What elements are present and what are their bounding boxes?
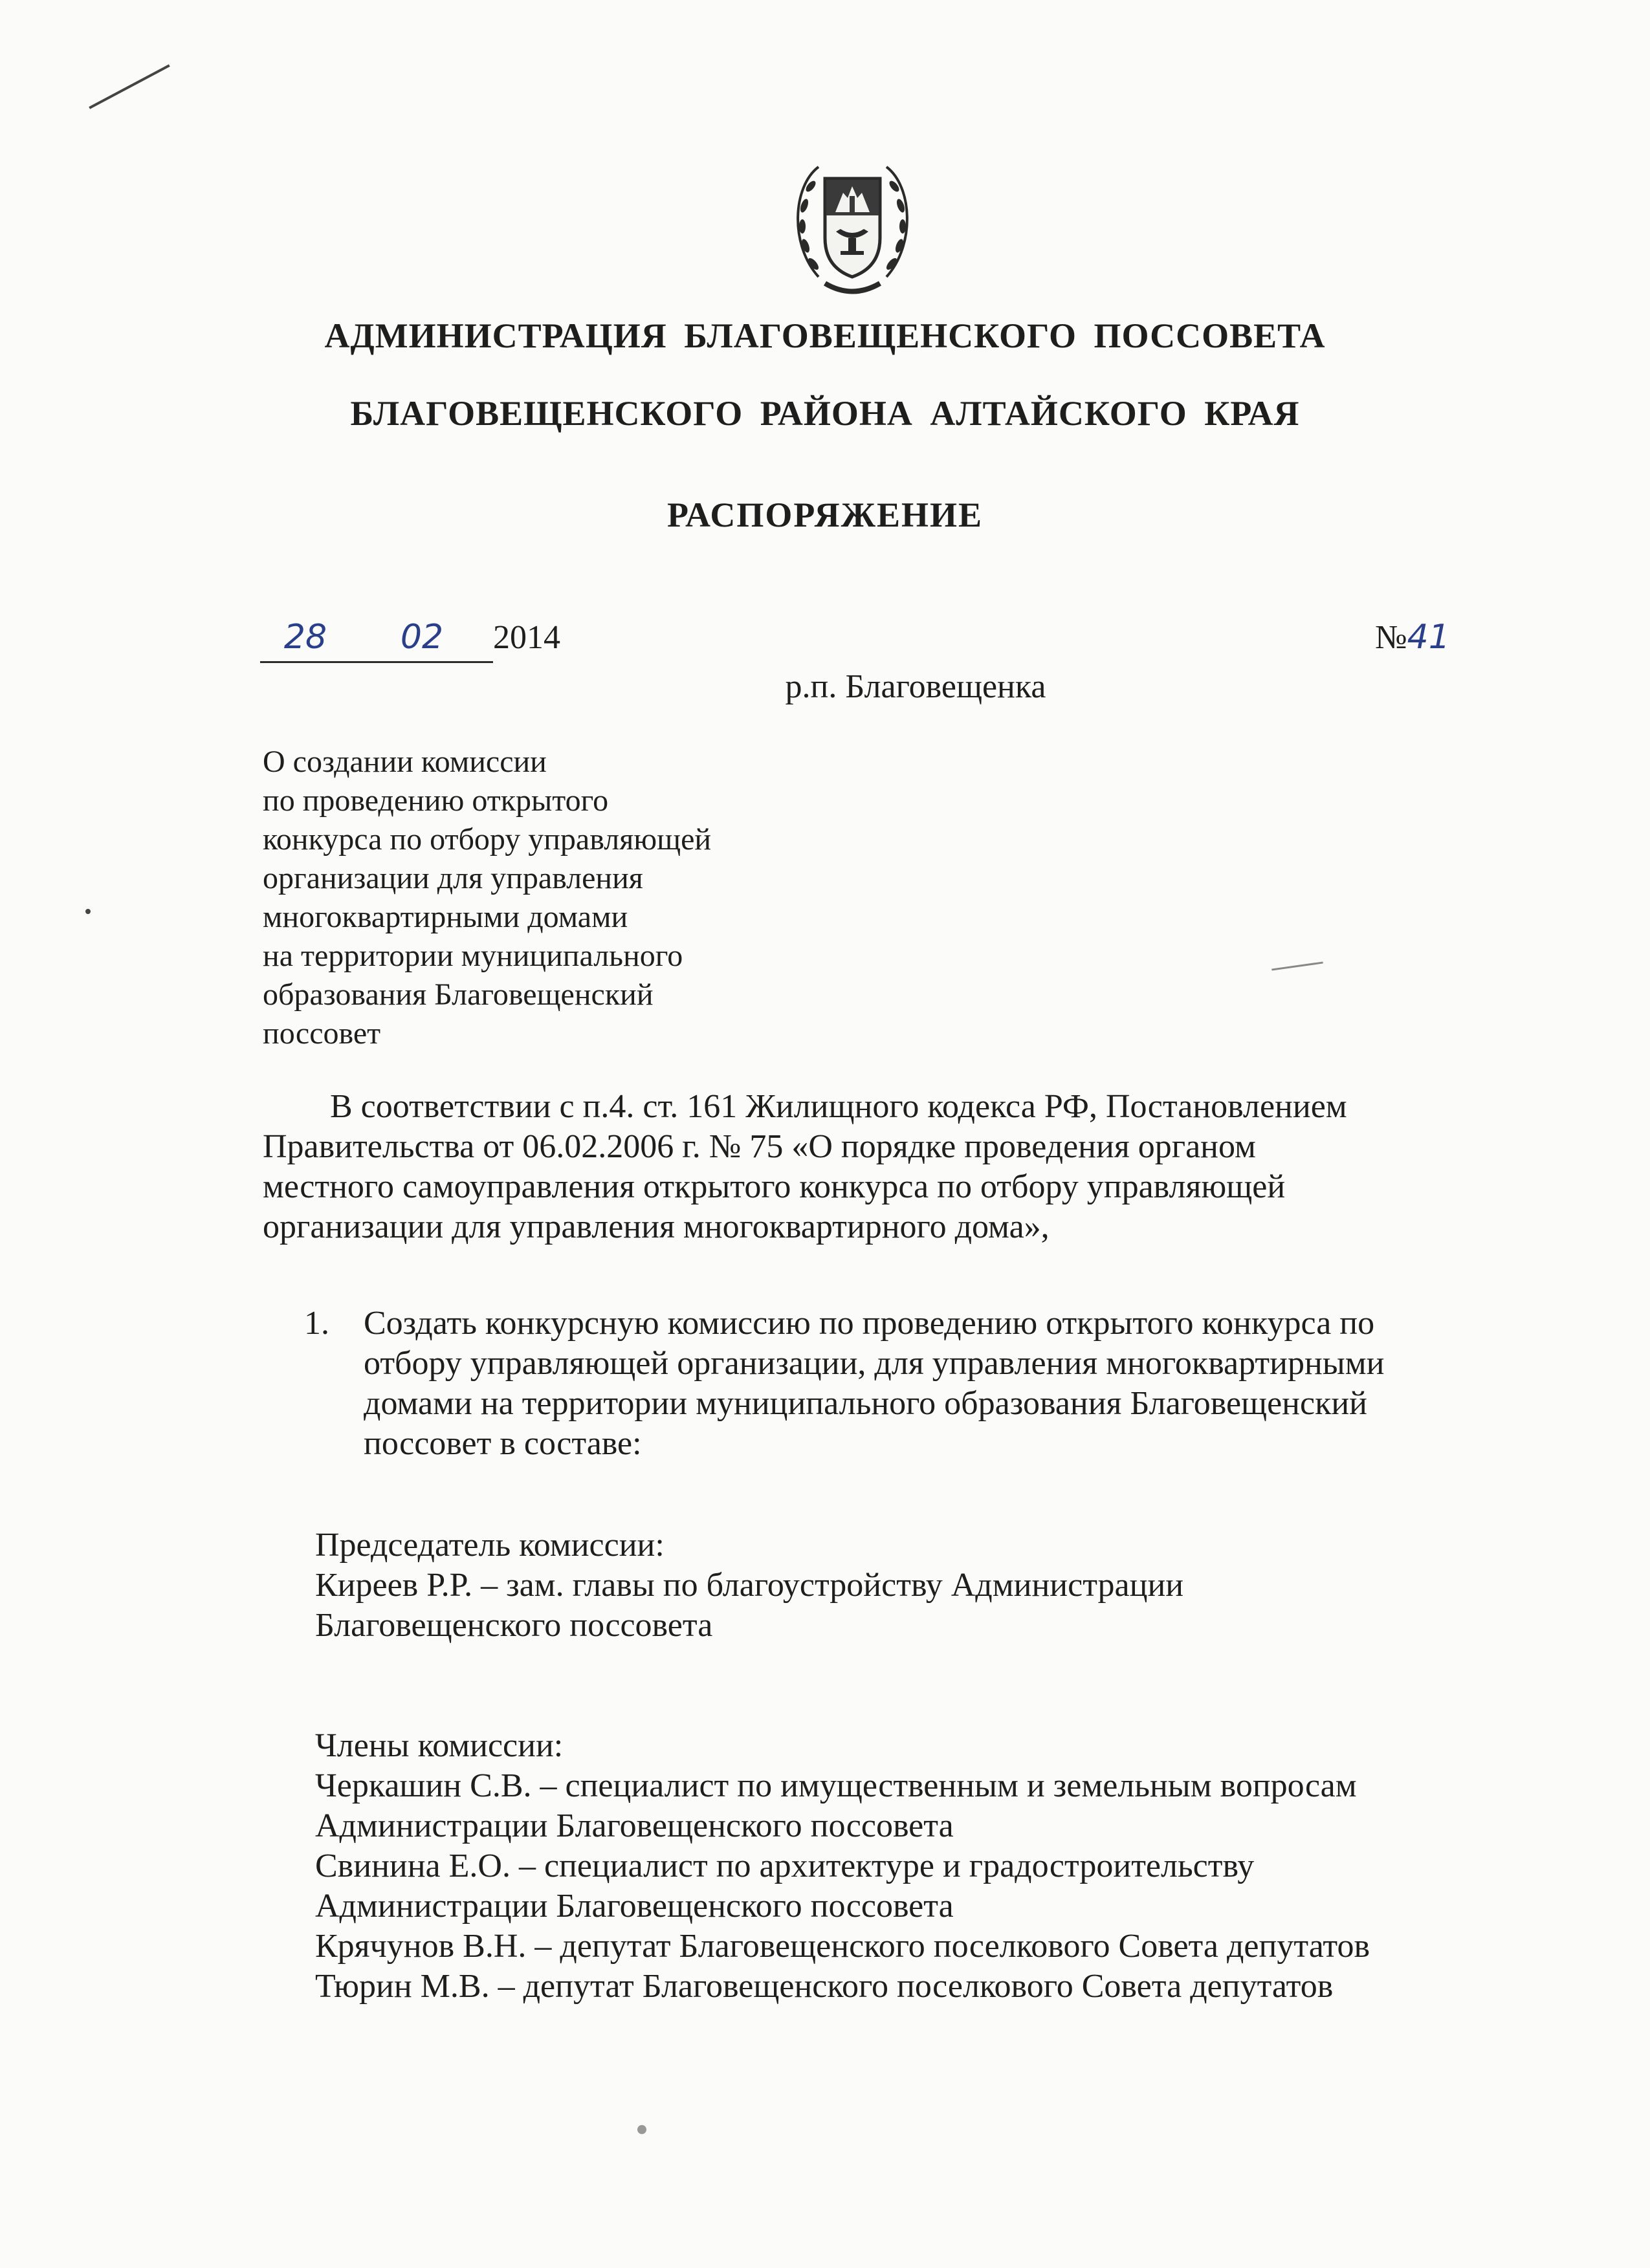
subject-line: организации для управления (263, 861, 643, 895)
document-date (260, 618, 560, 657)
chair-line: Киреев Р.Р. – зам. главы по благоустройству Администрации (315, 1567, 1184, 1604)
scan-mark (85, 909, 91, 914)
list-item-text (364, 1303, 1384, 1464)
scan-mark (89, 64, 170, 109)
preamble-line: В соответствии с п.4. ст. 161 Жилищного кодекса РФ, Постановлением (330, 1088, 1347, 1125)
scan-mark (637, 2125, 646, 2134)
subject-line: поссовет (263, 1016, 381, 1051)
member-line: Тюрин М.В. – депутат Благовещенского поселкового Совета депутатов (315, 1968, 1334, 2005)
preamble-line: Правительства от 06.02.2006 г. № 75 «О порядке проведения органом (263, 1128, 1256, 1165)
place-name: р.п. Благовещенка (785, 668, 1046, 705)
coat-of-arms-emblem (773, 147, 932, 306)
commission-composition (315, 1525, 1370, 2007)
scan-mark (1271, 961, 1323, 970)
list-item-line: поссовет в составе: (364, 1425, 642, 1462)
subject-line: образования Благовещенский (263, 977, 654, 1012)
member-line: Свинина Е.О. – специалист по архитектуре и градостроительству (315, 1848, 1255, 1884)
date-year: 2014 (493, 619, 560, 656)
preamble-line: местного самоуправления открытого конкурса по отбору управляющей (263, 1168, 1286, 1205)
date-month: 02 (400, 618, 444, 657)
member-line: Крячунов В.Н. – депутат Благовещенского поселкового Совета депутатов (315, 1928, 1370, 1965)
subject-line: многоквартирными домами (263, 900, 628, 934)
chair-line: Благовещенского поссовета (315, 1607, 713, 1644)
member-line: Черкашин С.В. – специалист по имущественным и земельным вопросам (315, 1767, 1357, 1804)
member-line: Администрации Благовещенского поссовета (315, 1807, 954, 1844)
members-heading: Члены комиссии: (315, 1727, 564, 1764)
date-underline (260, 661, 493, 663)
chair-heading: Председатель комиссии: (315, 1527, 665, 1564)
preamble-line: организации для управления многоквартирного дома», (263, 1208, 1050, 1245)
document-number (1375, 618, 1450, 657)
number-label: № (1375, 619, 1407, 656)
list-item-line: отбору управляющей организации, для управления многоквартирными (364, 1345, 1385, 1382)
subject-block (263, 743, 767, 1053)
list-item-line: Создать конкурсную комиссию по проведению открытого конкурса по (364, 1305, 1375, 1342)
preamble-paragraph (263, 1087, 1492, 1247)
list-item-number: 1. (304, 1305, 329, 1342)
subject-line: по проведению открытого (263, 783, 609, 818)
subject-line: О создании комиссии (263, 745, 547, 779)
subject-line: конкурса по отбору управляющей (263, 822, 712, 856)
region-name: БЛАГОВЕЩЕНСКОГО РАЙОНА АЛТАЙСКОГО КРАЯ (350, 394, 1300, 433)
subject-line: на территории муниципального (263, 939, 683, 973)
number-value: 41 (1407, 618, 1450, 657)
organization-name: АДМИНИСТРАЦИЯ БЛАГОВЕЩЕНСКОГО ПОССОВЕТА (324, 316, 1326, 355)
document-type: РАСПОРЯЖЕНИЕ (666, 496, 984, 534)
member-line: Администрации Благовещенского поссовета (315, 1888, 954, 1925)
list-item-line: домами на территории муниципального образования Благовещенский (364, 1385, 1367, 1422)
date-day: 28 (283, 618, 327, 657)
